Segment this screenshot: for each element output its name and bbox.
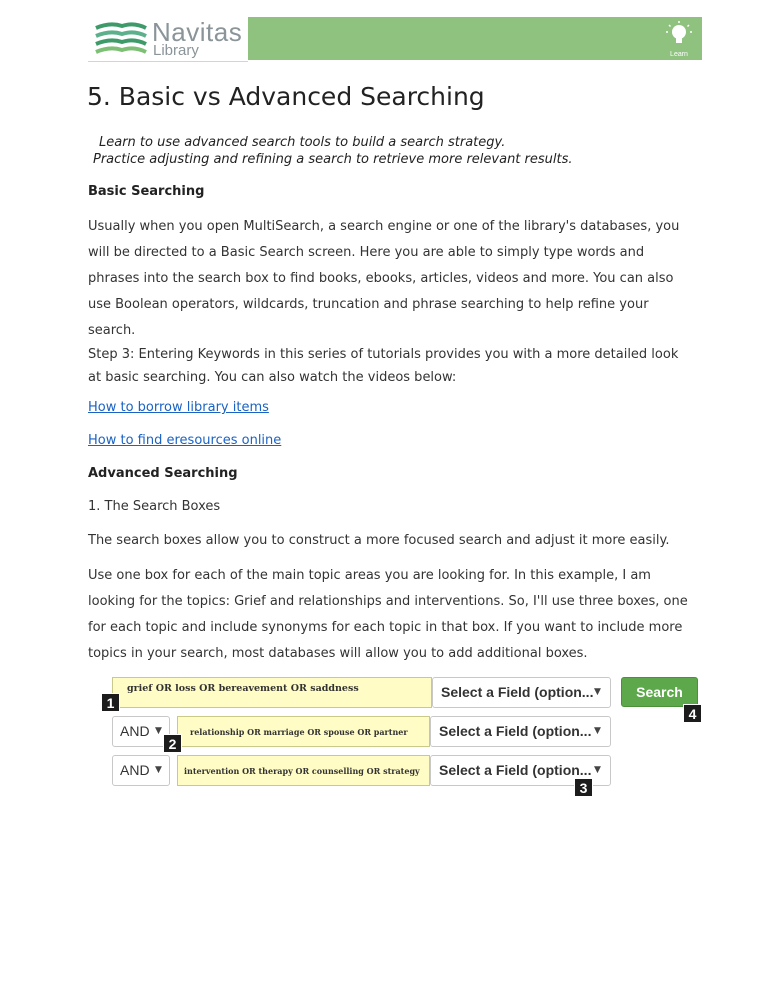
lightbulb-icon [664,20,694,50]
callout-badge-4: 4 [683,704,702,723]
operator-label: AND [120,723,150,739]
page-title: 5. Basic vs Advanced Searching [87,82,485,111]
basic-paragraph-2: Step 3: Entering Keywords in this series of tutorials provides you with a more detailed look at basic searching. You can also watch the videos below: [88,347,679,385]
learning-objectives [88,134,573,168]
search-input-3[interactable]: intervention OR therapy OR counselling OR strategy [177,755,430,786]
advanced-paragraph: The search boxes allow you to construct a more focused search and adjust it more easily. [88,533,670,548]
books-icon [92,20,150,58]
caret-down-icon: ▼ [155,726,162,736]
basic-heading: Basic Searching [88,184,205,199]
operator-label: AND [120,762,150,778]
objective-item: Practice adjusting and refining a search to retrieve more relevant results. [93,152,573,167]
search-input-1[interactable]: grief OR loss OR bereavement OR saddness [112,677,432,708]
learn-badge [664,20,694,58]
logo[interactable] [88,16,248,61]
field-select-label: Select a Field (option... [439,762,592,778]
field-select-label: Select a Field (option... [439,723,592,739]
caret-down-icon: ▼ [155,765,162,775]
learn-label: Learn [670,51,688,58]
eresources-link[interactable]: How to find eresources online [88,433,282,448]
brand-sub: Library [153,42,199,59]
search-input-2[interactable]: relationship OR marriage OR spouse OR partner [177,716,430,747]
callout-badge-1: 1 [101,693,120,712]
borrow-items-link[interactable]: How to borrow library items [88,400,269,415]
borrow-link-wrap [88,400,688,415]
search-button[interactable]: Search [621,677,698,707]
field-select-1[interactable] [432,677,611,708]
caret-down-icon: ▼ [594,687,601,697]
advanced-heading: Advanced Searching [88,466,238,481]
objective-item: Learn to use advanced search tools to build a search strategy. [99,135,506,150]
callout-badge-3: 3 [574,778,593,797]
search-boxes-subheading: 1. The Search Boxes [88,499,221,514]
callout-badge-2: 2 [163,734,182,753]
basic-paragraph: Usually when you open MultiSearch, a search engine or one of the library's databases, you will be directed to a Basic Search screen. Here you are able to simply type words and phrases into the search box to find books, ebooks, articles, videos and more. You can also use Boolean operators, wildcards, truncation and phrase searching to help refine your search. [88,219,680,338]
header [88,16,702,61]
brand-name: Navitas [152,17,243,47]
field-select-2[interactable] [430,716,611,747]
advanced-paragraph-2: Use one box for each of the main topic areas you are looking for. In this example, I am looking for the topics: Grief and relationships and interventions. So, I'll use three boxes, one for each topic and include synonyms for each topic in that box. If you want to include more topics in your search, most databases will allow you to add additional boxes. [88,568,688,661]
eresources-link-wrap [88,433,688,448]
caret-down-icon: ▼ [594,765,601,775]
caret-down-icon: ▼ [594,726,601,736]
field-select-label: Select a Field (option... [441,684,594,700]
header-band [248,17,702,60]
header-divider [88,61,248,62]
